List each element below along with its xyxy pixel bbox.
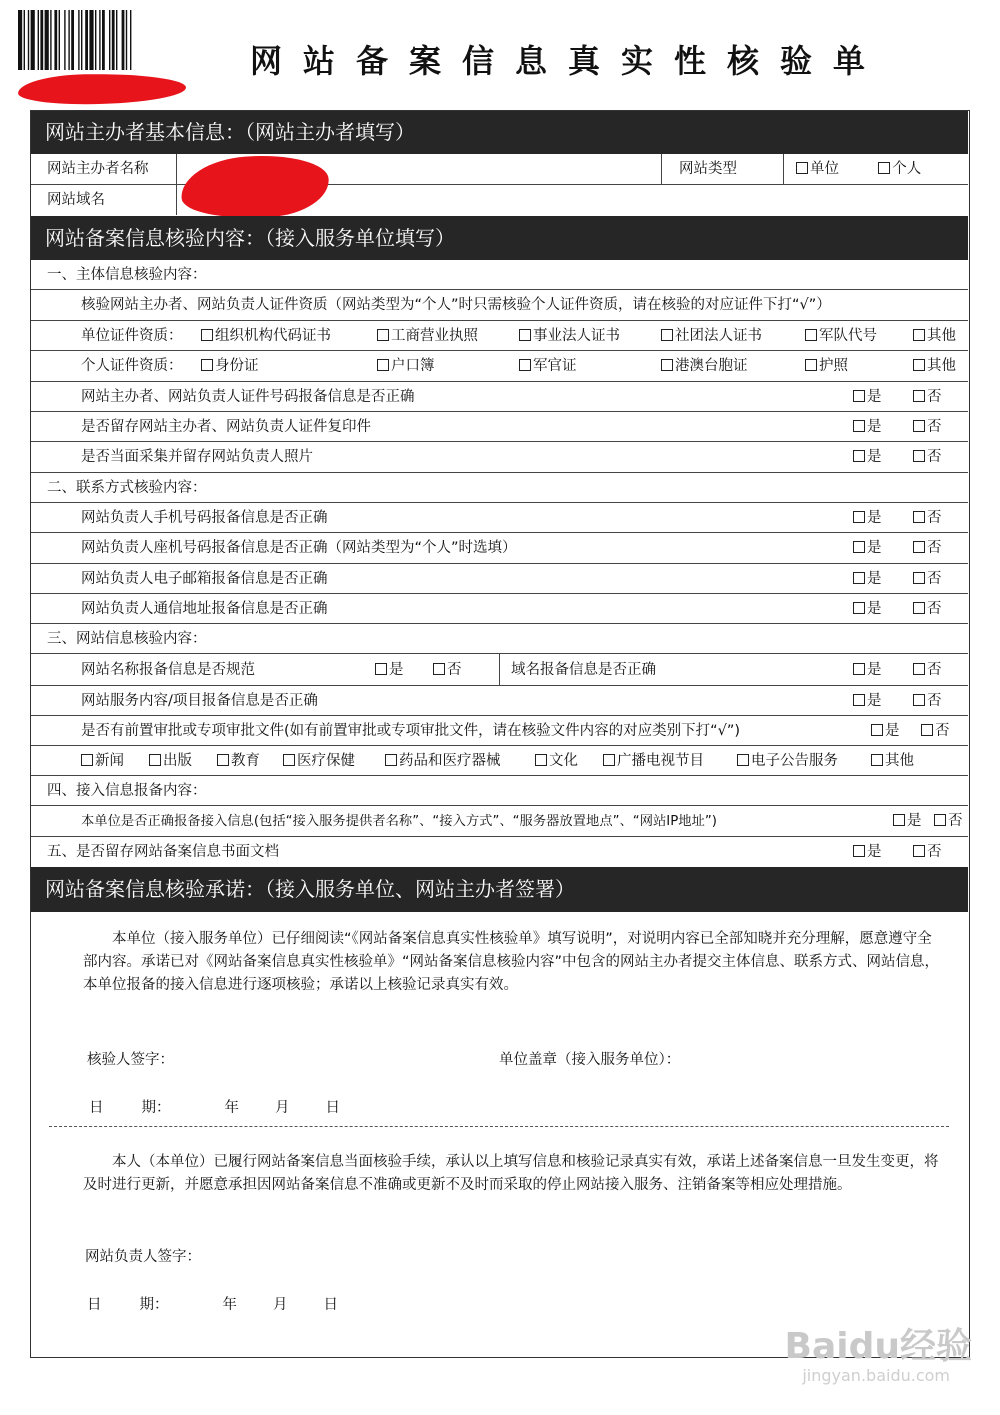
category-option-8 — [871, 746, 914, 776]
q-access-info-yes-label: 是 — [907, 813, 922, 829]
q-landline-yes-checkbox[interactable] — [853, 541, 865, 553]
part2-title: 二、联系方式核验内容： — [47, 480, 207, 496]
personal-cert-checkbox-1[interactable] — [377, 359, 389, 371]
category-checkbox-8[interactable] — [871, 754, 883, 766]
personal-cert-checkbox-2[interactable] — [519, 359, 531, 371]
category-label-6: 广播电视节目 — [617, 753, 704, 769]
q-email: 网站负责人电子邮箱报备信息是否正确 — [81, 571, 328, 587]
category-checkbox-7[interactable] — [737, 754, 749, 766]
q-cert-number-yes — [853, 382, 882, 412]
barcode-bar — [59, 10, 60, 70]
q-approval-no-label: 否 — [935, 723, 950, 739]
row-q-mobile — [31, 503, 968, 533]
personal-cert-checkbox-3[interactable] — [661, 359, 673, 371]
q-access-info-no-label: 否 — [948, 813, 963, 829]
personal-cert-option-1 — [377, 351, 435, 382]
personal-cert-option-0 — [201, 351, 259, 382]
personal-cert-option-label-2: 军官证 — [533, 358, 577, 374]
unit-cert-checkbox-5[interactable] — [913, 329, 925, 341]
q-domain-info-no-checkbox[interactable] — [913, 663, 925, 675]
q-landline-yes — [853, 533, 882, 564]
part5-title-yes — [853, 837, 882, 867]
unit-cert-option-label-1: 工商营业执照 — [391, 328, 478, 344]
q-mobile-no-label: 否 — [927, 510, 942, 526]
personal-cert-option-label-5: 其他 — [927, 358, 956, 374]
barcode-bar — [38, 10, 39, 70]
category-checkbox-6[interactable] — [603, 754, 615, 766]
q-mobile-yes — [853, 503, 882, 533]
day-label: 日 — [323, 1297, 338, 1313]
unit-cert-option-label-4: 军队代号 — [819, 328, 877, 344]
q-photo-no-checkbox[interactable] — [913, 450, 925, 462]
q-cert-copy-yes — [853, 412, 882, 442]
redaction-mark — [18, 73, 186, 106]
row-q-approval — [31, 716, 968, 746]
part1-title: 一、主体信息核验内容： — [47, 267, 207, 283]
personal-cert-option-2 — [519, 351, 577, 382]
q-email-no-label: 否 — [927, 571, 942, 587]
unit-cert-label: 单位证件资质： — [81, 328, 183, 344]
q-photo-no-label: 否 — [927, 449, 942, 465]
owner-name-row — [31, 154, 968, 185]
barcode-bar — [81, 10, 82, 70]
q-address-yes-label: 是 — [867, 601, 882, 617]
q-cert-copy-yes-label: 是 — [867, 419, 882, 435]
unit-cert-option-label-3: 社团法人证书 — [675, 328, 762, 344]
category-option-5 — [535, 746, 578, 776]
q-photo: 是否当面采集并留存网站负责人照片 — [81, 449, 313, 465]
q-mobile: 网站负责人手机号码报备信息是否正确 — [81, 510, 328, 526]
barcode-bar — [122, 10, 125, 70]
q-domain-info-no-label: 否 — [927, 662, 942, 678]
unit-cert-option-0 — [201, 321, 331, 351]
year-label: 年 — [222, 1297, 237, 1313]
q-cert-copy: 是否留存网站主办者、网站负责人证件复印件 — [81, 419, 371, 435]
barcode-bar — [102, 10, 105, 70]
section-header-verification: 网站备案信息核验内容：（接入服务单位填写） — [31, 216, 968, 260]
q-landline-yes-label: 是 — [867, 540, 882, 556]
q-site-name-yes-label: 是 — [389, 662, 404, 678]
category-label-8: 其他 — [885, 753, 914, 769]
q-approval-yes — [871, 716, 900, 746]
part5-title-no-label: 否 — [927, 844, 942, 860]
q-address: 网站负责人通信地址报备信息是否正确 — [81, 601, 328, 617]
barcode-bar — [85, 10, 88, 70]
part3-title: 三、网站信息核验内容： — [47, 631, 207, 647]
row-q-landline — [31, 533, 968, 564]
year-label: 年 — [224, 1100, 239, 1116]
row-q-service-content — [31, 686, 968, 716]
unit-cert-checkbox-4[interactable] — [805, 329, 817, 341]
category-option-7 — [737, 746, 838, 776]
barcode-bar — [54, 10, 57, 70]
unit-cert-checkbox-2[interactable] — [519, 329, 531, 341]
barcode-bar — [109, 10, 110, 70]
unit-seal-label: 单位盖章（接入服务单位）： — [499, 1052, 681, 1068]
category-label-0: 新闻 — [95, 753, 124, 769]
row-q-site-name — [31, 654, 968, 686]
barcode-bar — [78, 10, 79, 70]
personal-cert-option-label-4: 护照 — [819, 358, 848, 374]
personal-cert-option-label-3: 港澳台胞证 — [675, 358, 748, 374]
month-label: 月 — [273, 1297, 288, 1313]
personal-option-label: 个人 — [892, 161, 922, 177]
row-q-access-info — [31, 806, 968, 837]
q-access-info-no — [934, 806, 963, 837]
q-cert-number: 网站主办者、网站负责人证件号码报备信息是否正确 — [81, 389, 415, 405]
q-approval-yes-label: 是 — [885, 723, 900, 739]
barcode-bar — [99, 10, 100, 70]
q-cert-number-yes-checkbox[interactable] — [853, 390, 865, 402]
part4-title: 四、接入信息报备内容： — [47, 783, 207, 799]
category-label-2: 教育 — [231, 753, 260, 769]
barcode-bar — [40, 10, 43, 70]
owner-signature-label: 网站负责人签字： — [85, 1249, 201, 1265]
q-mobile-yes-label: 是 — [867, 510, 882, 526]
barcode-bar — [31, 10, 35, 70]
q-mobile-yes-checkbox[interactable] — [853, 511, 865, 523]
barcode-bar — [112, 10, 115, 70]
barcode-bar — [45, 10, 49, 70]
q-approval: 是否有前置审批或专项审批文件(如有前置审批或专项审批文件，请在核验文件内容的对应类别下打“√”) — [81, 723, 741, 739]
category-label-1: 出版 — [163, 753, 192, 769]
category-label-7: 电子公告服务 — [751, 753, 838, 769]
date-label-part2: 期： — [139, 1297, 169, 1313]
personal-cert-checkbox-4[interactable] — [805, 359, 817, 371]
unit-cert-checkbox-0[interactable] — [201, 329, 213, 341]
row-q-address — [31, 594, 968, 624]
date-label-part1: 日 — [89, 1100, 104, 1116]
unit-cert-option-4 — [805, 321, 877, 351]
q-email-no-checkbox[interactable] — [913, 572, 925, 584]
barcode-bar — [64, 10, 65, 70]
barcode-bar — [95, 10, 96, 70]
verification-form — [30, 110, 970, 1358]
category-checkbox-4[interactable] — [385, 754, 397, 766]
personal-cert-option-5 — [913, 351, 956, 382]
q-email-yes-label: 是 — [867, 571, 882, 587]
row-unit-cert — [31, 321, 968, 351]
unit-cert-option-5 — [913, 321, 956, 351]
q-site-name-yes-checkbox[interactable] — [375, 663, 387, 675]
split-divider — [499, 654, 500, 685]
q-approval-no-checkbox[interactable] — [921, 724, 933, 736]
section-header-commitment: 网站备案信息核验承诺：（接入服务单位、网站主办者签署） — [31, 867, 968, 912]
category-label-5: 文化 — [549, 753, 578, 769]
category-label-4: 药品和医疗器械 — [399, 753, 501, 769]
watermark-brand: Baidu经验 — [784, 1326, 972, 1367]
q-cert-number-yes-label: 是 — [867, 389, 882, 405]
category-checkbox-0[interactable] — [81, 754, 93, 766]
part5-title-yes-checkbox[interactable] — [853, 845, 865, 857]
domain-label: 网站域名 — [47, 192, 105, 208]
personal-checkbox[interactable] — [878, 162, 890, 174]
category-checkbox-2[interactable] — [217, 754, 229, 766]
q-mobile-no-checkbox[interactable] — [913, 511, 925, 523]
row-q-cert-number — [31, 382, 968, 412]
personal-cert-option-4 — [805, 351, 848, 382]
personal-cert-label: 个人证件资质： — [81, 358, 183, 374]
personal-cert-checkbox-5[interactable] — [913, 359, 925, 371]
q-service-content-no-checkbox[interactable] — [913, 694, 925, 706]
site-type-label: 网站类型 — [679, 161, 737, 177]
unit-cert-option-label-2: 事业法人证书 — [533, 328, 620, 344]
unit-cert-option-label-0: 组织机构代码证书 — [215, 328, 331, 344]
section-header-owner-info: 网站主办者基本信息：（网站主办者填写） — [31, 111, 968, 154]
category-option-6 — [603, 746, 704, 776]
q-service-content-no — [913, 686, 942, 716]
unit-checkbox[interactable] — [796, 162, 808, 174]
day-label: 日 — [325, 1100, 340, 1116]
unit-option-label: 单位 — [810, 161, 839, 177]
barcode-bar — [71, 10, 74, 70]
q-approval-yes-checkbox[interactable] — [871, 724, 883, 736]
row-part1-title — [31, 260, 968, 290]
barcode-bar — [50, 10, 51, 70]
q-cert-copy-no-checkbox[interactable] — [913, 420, 925, 432]
q-service-content-yes-checkbox[interactable] — [853, 694, 865, 706]
part5-title-yes-label: 是 — [867, 844, 882, 860]
q-photo-no — [913, 442, 942, 473]
row-q-photo — [31, 442, 968, 473]
row-part3-title — [31, 624, 968, 654]
q-site-name: 网站名称报备信息是否规范 — [81, 662, 255, 678]
date-line-2 — [87, 1293, 338, 1314]
domain-row — [31, 185, 968, 215]
row-part5-title — [31, 837, 968, 867]
barcode-bar — [28, 10, 29, 70]
q-mobile-no — [913, 503, 942, 533]
q-photo-yes — [853, 442, 882, 473]
barcode-bar — [116, 10, 117, 70]
unit-cert-option-1 — [377, 321, 478, 351]
q-approval-no — [921, 716, 950, 746]
barcode-bar — [89, 10, 93, 70]
q-access-info-no-checkbox[interactable] — [934, 814, 946, 826]
q-landline-no — [913, 533, 942, 564]
dashed-divider — [49, 1126, 949, 1127]
part5-title: 五、是否留存网站备案信息书面文档 — [47, 844, 279, 860]
q-service-content: 网站服务内容/项目报备信息是否正确 — [81, 693, 318, 709]
q-cert-copy-yes-checkbox[interactable] — [853, 420, 865, 432]
q-landline-no-checkbox[interactable] — [913, 541, 925, 553]
category-option-4 — [385, 746, 501, 776]
q-address-no-label: 否 — [927, 601, 942, 617]
barcode-bar — [18, 10, 22, 70]
date-line-1 — [89, 1096, 340, 1117]
q-email-no — [913, 564, 942, 594]
barcode-bar — [68, 10, 69, 70]
q-service-content-yes — [853, 686, 882, 716]
barcode-bar — [126, 10, 127, 70]
month-label: 月 — [275, 1100, 290, 1116]
q-cert-number-no — [913, 382, 942, 412]
q-photo-yes-checkbox[interactable] — [853, 450, 865, 462]
q-site-name-yes — [375, 654, 404, 686]
q-cert-copy-no — [913, 412, 942, 442]
q-service-content-yes-label: 是 — [867, 693, 882, 709]
part5-title-no-checkbox[interactable] — [913, 845, 925, 857]
unit-cert-option-3 — [661, 321, 762, 351]
q-site-name-no-checkbox[interactable] — [433, 663, 445, 675]
unit-cert-checkbox-1[interactable] — [377, 329, 389, 341]
q-access-info-yes — [893, 806, 922, 837]
category-option-3 — [283, 746, 355, 776]
row-q-cert-copy — [31, 412, 968, 442]
q-domain-info-yes-checkbox[interactable] — [853, 663, 865, 675]
q-address-yes-checkbox[interactable] — [853, 602, 865, 614]
document-title: 网站备案信息真实性核验单 — [250, 42, 887, 80]
category-checkbox-5[interactable] — [535, 754, 547, 766]
watermark-url: jingyan.baidu.com — [802, 1366, 950, 1385]
q-cert-number-no-checkbox[interactable] — [913, 390, 925, 402]
date-label-part2: 期： — [141, 1100, 171, 1116]
q-site-name-no-label: 否 — [447, 662, 462, 678]
personal-cert-checkbox-0[interactable] — [201, 359, 213, 371]
row-personal-cert — [31, 351, 968, 382]
q-cert-number-no-label: 否 — [927, 389, 942, 405]
unit-cert-checkbox-3[interactable] — [661, 329, 673, 341]
owner-name-label: 网站主办者名称 — [47, 161, 149, 177]
personal-cert-option-label-1: 户口簿 — [391, 358, 435, 374]
category-option-2 — [217, 746, 260, 776]
category-checkbox-3[interactable] — [283, 754, 295, 766]
q-address-no — [913, 594, 942, 624]
part5-title-no — [913, 837, 942, 867]
q-address-no-checkbox[interactable] — [913, 602, 925, 614]
q-landline: 网站负责人座机号码报备信息是否正确（网站类型为“个人”时选填） — [81, 540, 517, 556]
q-site-name-no — [433, 654, 462, 686]
q-photo-yes-label: 是 — [867, 449, 882, 465]
q-domain-info-yes-label: 是 — [867, 662, 882, 678]
row-q-email — [31, 564, 968, 594]
q-domain-info: 域名报备信息是否正确 — [511, 662, 656, 678]
commitment-paragraph-owner: 本人（本单位）已履行网站备案信息当面核验手续，承认以上填写信息和核验记录真实有效，承诺上述备案信息一旦发生变更，将及时进行更新，并愿意承担因网站备案信息不准确或更新不及时而采取的停止网站接入服务、注销备案等相应处理措施。 — [83, 1154, 939, 1193]
category-checkbox-1[interactable] — [149, 754, 161, 766]
personal-cert-option-3 — [661, 351, 748, 382]
site-type-options — [796, 154, 921, 185]
date-label-part1: 日 — [87, 1297, 102, 1313]
category-option-1 — [149, 746, 192, 776]
commitment-paragraph-unit: 本单位（接入服务单位）已仔细阅读“《网站备案信息真实性核验单》填写说明”，对说明内容已全部知晓并充分理解，愿意遵守全部内容。承诺已对《网站备案信息真实性核验单》“网站备案信息核验内容”中包含的网站主办者提交主体信息、联系方式、网站信息，本单位报备的接入信息进行逐项核验；承诺以上核验记录真实有效。 — [83, 931, 940, 993]
barcode-bar — [130, 10, 131, 70]
personal-cert-option-label-0: 身份证 — [215, 358, 259, 374]
q-access-info-yes-checkbox[interactable] — [893, 814, 905, 826]
q-address-yes — [853, 594, 882, 624]
q-email-yes-checkbox[interactable] — [853, 572, 865, 584]
q-service-content-no-label: 否 — [927, 693, 942, 709]
barcode — [18, 10, 198, 70]
q-email-yes — [853, 564, 882, 594]
q-cert-copy-no-label: 否 — [927, 419, 942, 435]
category-option-0 — [81, 746, 124, 776]
row-approval-categories — [31, 746, 968, 776]
verifier-signature-label: 核验人签字： — [87, 1052, 174, 1068]
part1-instruction: 核验网站主办者、网站负责人证件资质（网站类型为“个人”时只需核验个人证件资质，请在核验的对应证件下打“√”） — [81, 297, 831, 313]
q-domain-info-no — [913, 654, 942, 686]
row-part2-title — [31, 473, 968, 503]
unit-cert-option-label-5: 其他 — [927, 328, 956, 344]
q-access-info: 本单位是否正确报备接入信息(包括“接入服务提供者名称”、“接入方式”、“服务器放置地点”、“网站IP地址”) — [81, 814, 717, 829]
row-part4-title — [31, 776, 968, 806]
category-label-3: 医疗保健 — [297, 753, 355, 769]
row-part1-instruction — [31, 290, 968, 321]
q-landline-no-label: 否 — [927, 540, 942, 556]
q-domain-info-yes — [853, 654, 882, 686]
barcode-bar — [24, 10, 25, 70]
unit-cert-option-2 — [519, 321, 620, 351]
